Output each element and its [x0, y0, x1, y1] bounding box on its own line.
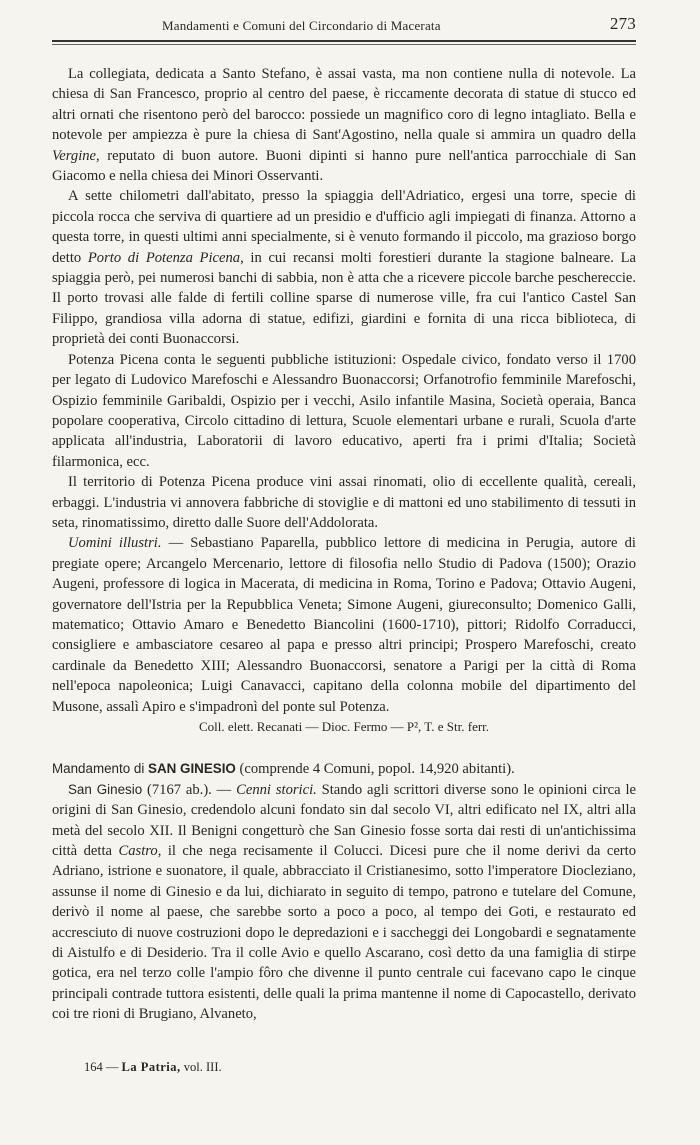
paragraph-institutions: Potenza Picena conta le seguenti pubbliche istituzioni: Ospedale civico, fondato verso il 1700 per legato di Ludovico Marefoschi e Alessandro Buonaccorsi; Orfanotrofio femminile Marefoschi, Ospizio femminile Garibaldi, Ospizio per i vecchi, Asilo infantile Masina, Società operaia, Banca popolare cooperativa, Circolo cittadino di lettura, Scuole elementari urbane e rurali, Scuola d'arte applicata all'industria, Laboratorii di lavoro educativo, aperti fra i primi d'Italia; Società filarmonica, ecc. [52, 351, 636, 470]
italic-heading: Uomini illustri. [68, 535, 162, 552]
header-rule-thin [52, 44, 636, 45]
series-title: La Patria, [121, 1060, 181, 1074]
paragraph-san-ginesio: San Ginesio (7167 ab.). — Cenni storici. Stando agli scrittori diverse sono le opinioni circa le origini di San Ginesio, credendolo alcuni fondato sin dal secolo VI, altri edificato nel IX, altri alla metà del secolo XII. Il Benigni congetturò che San Ginesio fosse sorta dai resti di un'antichissima città detta Castro, il che nega recisamente il Colucci. Dicesi pure che il nome derivi da certo Adriano, istrione e suonatore, il quale, abbracciato il Cristianesimo, sotto l'imperatore Diocleziano, assunse il nome di Ginesio e da lui, dichiarato in seguito di tempo, patrono e tutelare del Comune, derivò il nome al paese, che sarebbe sorto a poco a poco, al tempo dei Goti, e restaurato ed accresciuto di nuove costruzioni dopo le depredazioni e i saccheggi dei Longobardi e segnatamente di Aistulfo e di Desiderio. Tra il colle Avio e quello Ascarano, così detto da una famiglia di stirpe gotica, era nel terzo colle l'ampio fôro che divenne il punto centrale cui facevano capo le cinque principali contrade tuttora esistenti, delle quali la prima mantenne il nome di Capocastello, derivato coi tre rioni di Brugiano, Alvaneto, [52, 781, 637, 1023]
running-title: Mandamenti e Comuni del Circondario di Macerata [162, 18, 441, 33]
italic-place: Castro [118, 843, 158, 860]
page-number: 273 [609, 14, 636, 33]
electoral-citation: Coll. elett. Recanati — Dioc. Fermo — P², T. e Str. ferr. [198, 719, 490, 734]
section-san-ginesio [52, 759, 636, 1024]
paragraph-notable-men: Uomini illustri. — Sebastiano Paparella, pubblico lettore di medicina in Perugia, autore di pregiate opere; Arcangelo Mercenario, lettore di filosofia nello Studio di Padova (1500); Orazio Augeni, professore di logica in Macerata, di medicina in Roma, Torino e Padova; Ottavio Augeni, governatore dell'Istria per la Repubblica Veneta; Simone Augeni, giureconsulto; Domenico Galli, matematico; Ottavio Amaro e Benedetto Biancolini (1600-1710), pittori; Ridolfo Corraducci, consigliere e ambasciatore cesareo al papa e presso altri principi; Prospero Marefoschi, creato cardinale da Benedetto XIII; Alessandro Buonaccorsi, senatore a Parigi per la città di Roma nell'epoca napoleonica; Luigi Canavacci, capitano della colonna mobile del dipartimento del Musone, assalì Apiro e s'impadronì del ponte sul Potenza. [52, 535, 636, 715]
section-heading: Mandamento di SAN GINESIO (comprende 4 Comuni, popol. 14,920 abitanti). [52, 761, 515, 778]
paragraph-port: A sette chilometri dall'abitato, presso la spiaggia dell'Adriatico, ergesi una torre, specie di piccola rocca che serviva di quartiere ad un presidio e d'ufficio agli impiegati di finanza. Attorno a questa torre, in questi ultimi anni specialmente, si è venuto formando il piccolo, ma grazioso borgo detto Porto di Potenza Picena, in cui recansi molti forestieri durante la stagione balneare. La spiaggia però, pei numerosi banchi di sabbia, non è atta che a ricevere piccole barche peschereccie. Il porto trovasi alle falde di fertili colline sparse di numerose ville, fra cui l'antico Castel San Filippo, grandiosa villa adorna di statue, edifizi, giardini e fornita di una ricca biblioteca, di proprietà dei conti Buonaccorsi. [52, 188, 636, 348]
paragraph-churches: La collegiata, dedicata a Santo Stefano, è assai vasta, ma non contiene nulla di notevole. La chiesa di San Francesco, proprio al centro del paese, è riccamente decorata di statue di stucco ed altri ornati che risentono però del barocco: possiede un magnifico coro di legno intagliato. Bella e notevole per ampiezza è pure la chiesa di Sant'Agostino, nella quale si ammira un quadro della Vergine, reputato di buon autore. Buoni dipinti si hanno pure nell'antica parrocchiale di San Giacomo e nella chiesa dei Minori Osservanti. [52, 66, 636, 185]
running-header [52, 14, 636, 36]
italic-subheading: Cenni storici. [236, 781, 317, 798]
paragraph-territory: Il territorio di Potenza Picena produce vini assai rinomati, olio di eccellente qualità, cereali, erbaggi. L'industria vi annovera fabbriche di stoviglie e di mattoni ed uno stabilimento di tessuti in seta, rinomatissimo, diretto dalle Suore dell'Addolorata. [52, 474, 636, 531]
italic-place: Porto di Potenza Picena [87, 249, 241, 266]
signature-number: 164 [84, 1060, 103, 1074]
header-rule [52, 40, 636, 42]
main-text [52, 64, 636, 1025]
signature-footer: 164 — La Patria, vol. III. [84, 1060, 222, 1074]
italic-term: Vergine [52, 147, 97, 164]
